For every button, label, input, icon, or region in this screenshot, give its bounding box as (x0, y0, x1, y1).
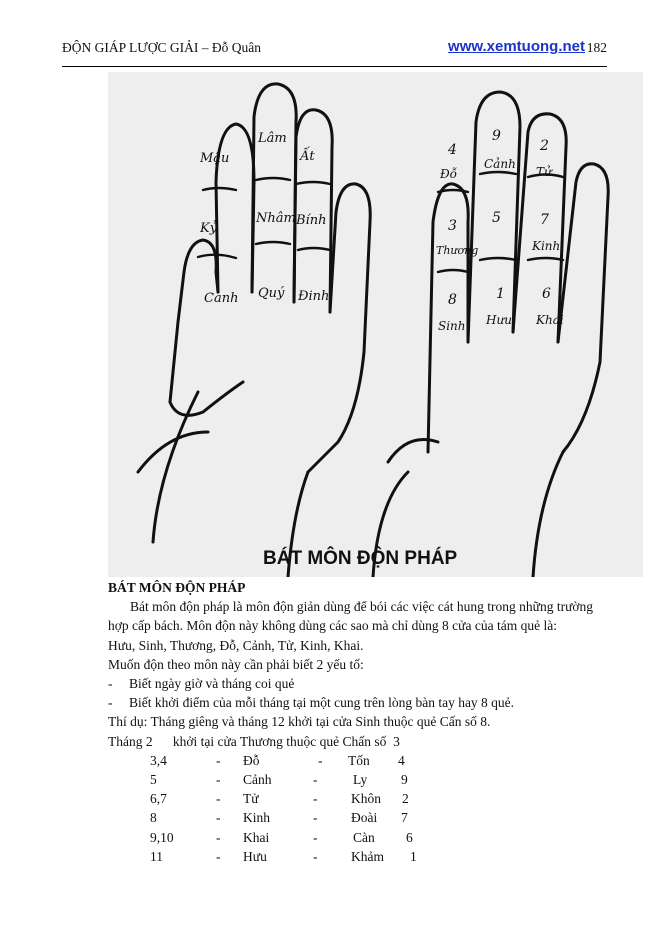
hands-illustration (108, 72, 643, 577)
para1-line2: hợp cấp bách. Môn độn này không dùng các sao mà chỉ dùng 8 cửa của tám quẻ là: (108, 618, 557, 634)
para2: Muốn độn theo môn này cần phải biết 2 yếu tố: (108, 656, 364, 672)
doors-list: Hưu, Sinh, Thương, Đỗ, Cảnh, Tử, Kinh, Khai. (108, 637, 364, 653)
book-title: ĐỘN GIÁP LƯỢC GIẢI – Đỗ Quân (62, 40, 261, 55)
table-row: 3,4 - Đỗ - Tốn 4 (150, 752, 405, 768)
month2-line: Tháng 2 khởi tại cửa Thương thuộc quẻ Chấn số 3 (108, 733, 400, 749)
table-row: 6,7 - Tử - Khôn 2 (150, 791, 409, 807)
name-kinh: Kinh (532, 239, 561, 253)
bullet-item: - Biết ngày giờ và tháng coi quẻ (108, 676, 295, 692)
name-huu: Hưu (486, 313, 512, 327)
num-7: 7 (540, 212, 549, 228)
name-sinh: Sinh (438, 319, 466, 333)
name-canh: Cảnh (484, 157, 516, 171)
label-mau: Mậu (200, 151, 230, 166)
num-2: 2 (540, 138, 549, 154)
table-row: 5 - Cảnh - Ly 9 (150, 772, 408, 788)
label-at: Ất (300, 149, 315, 164)
label-lam: Lâm (258, 131, 287, 146)
example-line: Thí dụ: Tháng giêng và tháng 12 khởi tại cửa Sinh thuộc quẻ Cấn số 8. (108, 714, 491, 730)
website-link[interactable]: www.xemtuong.net (448, 38, 585, 55)
header-rule (62, 66, 607, 67)
para1-line1: Bát môn độn pháp là môn độn giản dùng để bói các việc cát hung trong những trường (130, 599, 594, 615)
body-text (108, 578, 613, 866)
label-binh: Bính (296, 213, 327, 228)
label-canh: Canh (204, 291, 239, 306)
num-4: 4 (448, 142, 457, 158)
label-dinh: Đinh (298, 289, 330, 304)
label-ky: Kỷ (200, 221, 218, 236)
figure-caption: BÁT MÔN ĐỘN PHÁP (263, 548, 458, 569)
table-row: 8 - Kinh - Đoài 7 (150, 810, 408, 826)
table-row: 9,10 - Khai - Càn 6 (150, 829, 413, 845)
num-3: 3 (448, 218, 457, 234)
num-8: 8 (448, 292, 457, 308)
num-6: 6 (542, 286, 551, 302)
name-do: Đỗ (440, 167, 458, 181)
name-tu: Tử (536, 165, 552, 179)
hands-figure (108, 72, 643, 577)
label-nham: Nhâm (256, 211, 296, 226)
num-5: 5 (492, 210, 501, 226)
page-number: 182 (586, 40, 607, 55)
bullet-item: - Biết khởi điểm của mỗi tháng tại một cung trên lòng bàn tay hay 8 quẻ. (108, 695, 515, 711)
num-1: 1 (496, 286, 505, 302)
table-row: 11 - Hưu - Khảm 1 (150, 848, 417, 864)
name-khai: Khai (536, 313, 564, 327)
name-thuong: Thương (436, 244, 479, 257)
page-header (62, 40, 607, 60)
section-heading: BÁT MÔN ĐỘN PHÁP (108, 580, 246, 595)
num-9: 9 (492, 128, 501, 144)
label-quy: Quý (258, 286, 285, 301)
